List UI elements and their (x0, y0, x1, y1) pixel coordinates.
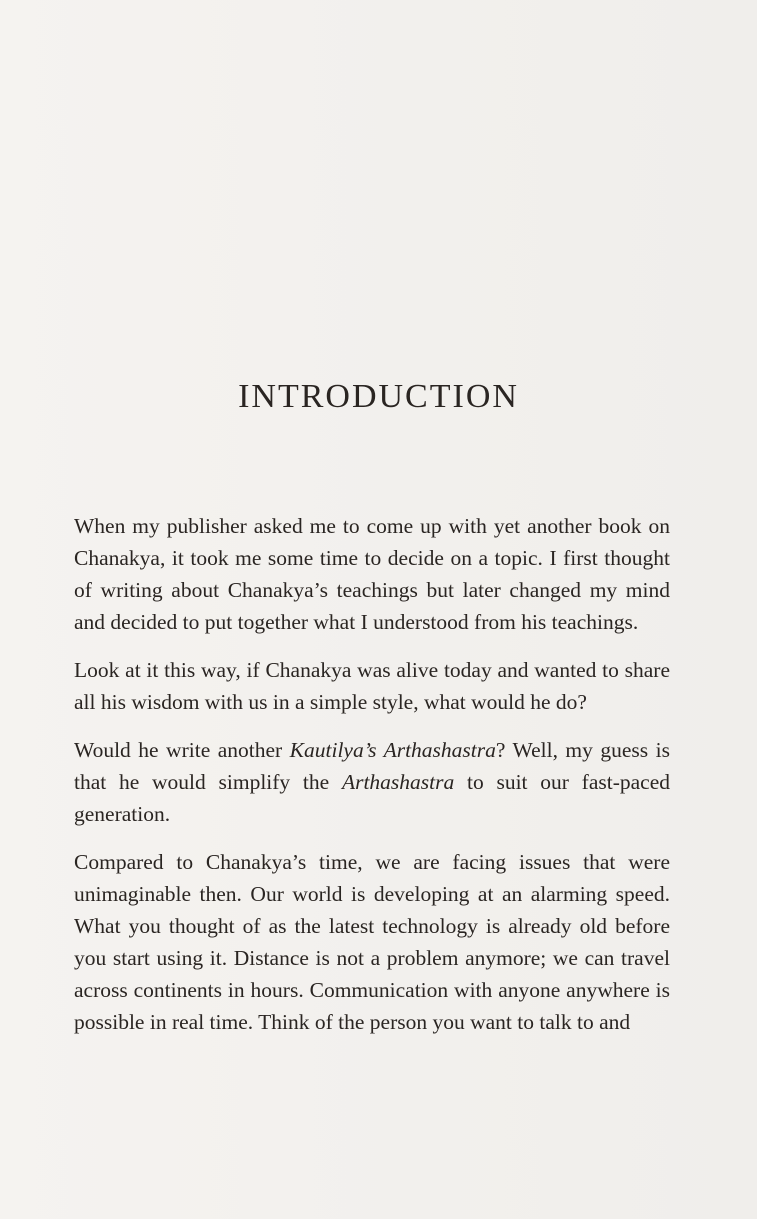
paragraph-3 (74, 734, 670, 830)
book-title-kautilyas-arthashastra: Kautilya’s Arthashastra (289, 738, 496, 762)
paragraph-2: Look at it this way, if Chanakya was alive today and wanted to share all his wisdom with us in a simple style, what would he do? (74, 658, 670, 714)
paragraph-1: When my publisher asked me to come up with yet another book on Chanakya, it took me some time to decide on a topic. I first thought of writing about Chanakya’s teachings but later changed my mind and decided to put together what I understood from his teachings. (74, 514, 670, 634)
chapter-title: INTRODUCTION (238, 377, 519, 415)
paragraph-3-text-c: to suit our fast-paced generation. (74, 770, 670, 826)
paragraph-4: Compared to Chanakya’s time, we are facing issues that were unimaginable then. Our world is developing at an alarming speed. What you thought of as the latest technology is already old before you start using it. Distance is not a problem anymore; we can travel across continents in hours. Communication with anyone anywhere is possible in real time. Think of the person you want to talk to and (74, 850, 670, 1034)
paragraph-3-text-b: ? Well, my guess is that he would simplify the (74, 738, 670, 794)
chapter-body (74, 510, 670, 1038)
book-title-arthashastra: Arthashastra (341, 770, 455, 794)
paragraph-3-text-a: Would he write another (74, 738, 290, 762)
